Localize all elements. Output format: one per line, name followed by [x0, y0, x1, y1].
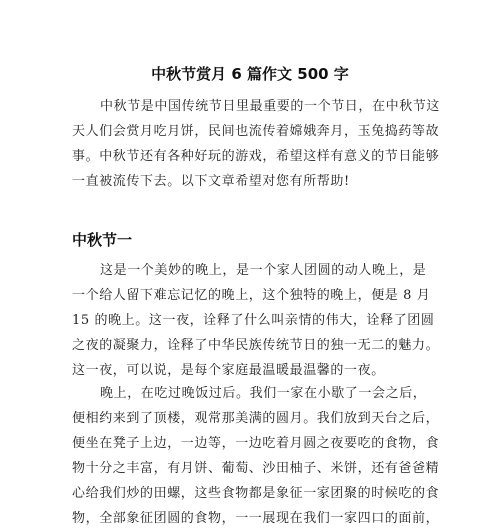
paragraph-line: 便相约来到了顶楼，观常那美满的圆月。我们放到天台之后， — [72, 411, 440, 426]
paragraph-line: 这是一个美妙的晚上，是一个家人团圆的动人晚上，是 — [100, 263, 427, 278]
intro-line: 中秋节是中国传统节日里最重要的一个节日，在中秋节这 — [100, 99, 441, 114]
intro-line: 一直被流传下去。以下文章希望对您有所帮助! — [72, 174, 350, 189]
paragraph-line: 便坐在凳子上边，一边等，一边吃着月圆之夜要吃的食物，食 — [72, 436, 440, 451]
paragraph-line: 15 的晚上。这一夜，诠释了什么叫亲情的伟大，诠释了团圆 — [72, 313, 435, 328]
intro-paragraph — [72, 94, 441, 194]
intro-line: 天人们会赏月吃月饼，民间也流传着嫦娥奔月，玉兔捣药等故 — [72, 124, 440, 139]
document-title: 中秋节赏月 6 篇作文 500 字 — [151, 65, 349, 83]
paragraph-1 — [72, 258, 440, 383]
paragraph-line: 这一夜，可以说，是每个家庭最温暖最温馨的一夜。 — [72, 363, 385, 378]
paragraph-line: 晚上，在吃过晚饭过后。我们一家在小歇了一会之后， — [100, 386, 427, 401]
paragraph-line: 一个给人留下难忘记忆的晚上，这个独特的晚上，便是 8 月 — [72, 288, 431, 303]
paragraph-line: 物十分之丰富，有月饼、葡萄、沙田柚子、米饼，还有爸爸精 — [72, 461, 440, 476]
paragraph-2 — [72, 381, 440, 531]
paragraph-line: 心给我们炒的田螺，这些食物都是象征一家团聚的时候吃的食 — [72, 486, 440, 501]
section-heading: 中秋节一 — [72, 231, 133, 249]
intro-line: 事。中秋节还有各种好玩的游戏，希望这样有意义的节日能够 — [72, 149, 440, 164]
paragraph-line: 之夜的凝聚力，诠释了中华民族传统节日的独一无二的魅力。 — [72, 338, 440, 353]
paragraph-line: 物，全部象征团圆的食物，一一展现在我们一家四口的面前， — [72, 511, 440, 526]
